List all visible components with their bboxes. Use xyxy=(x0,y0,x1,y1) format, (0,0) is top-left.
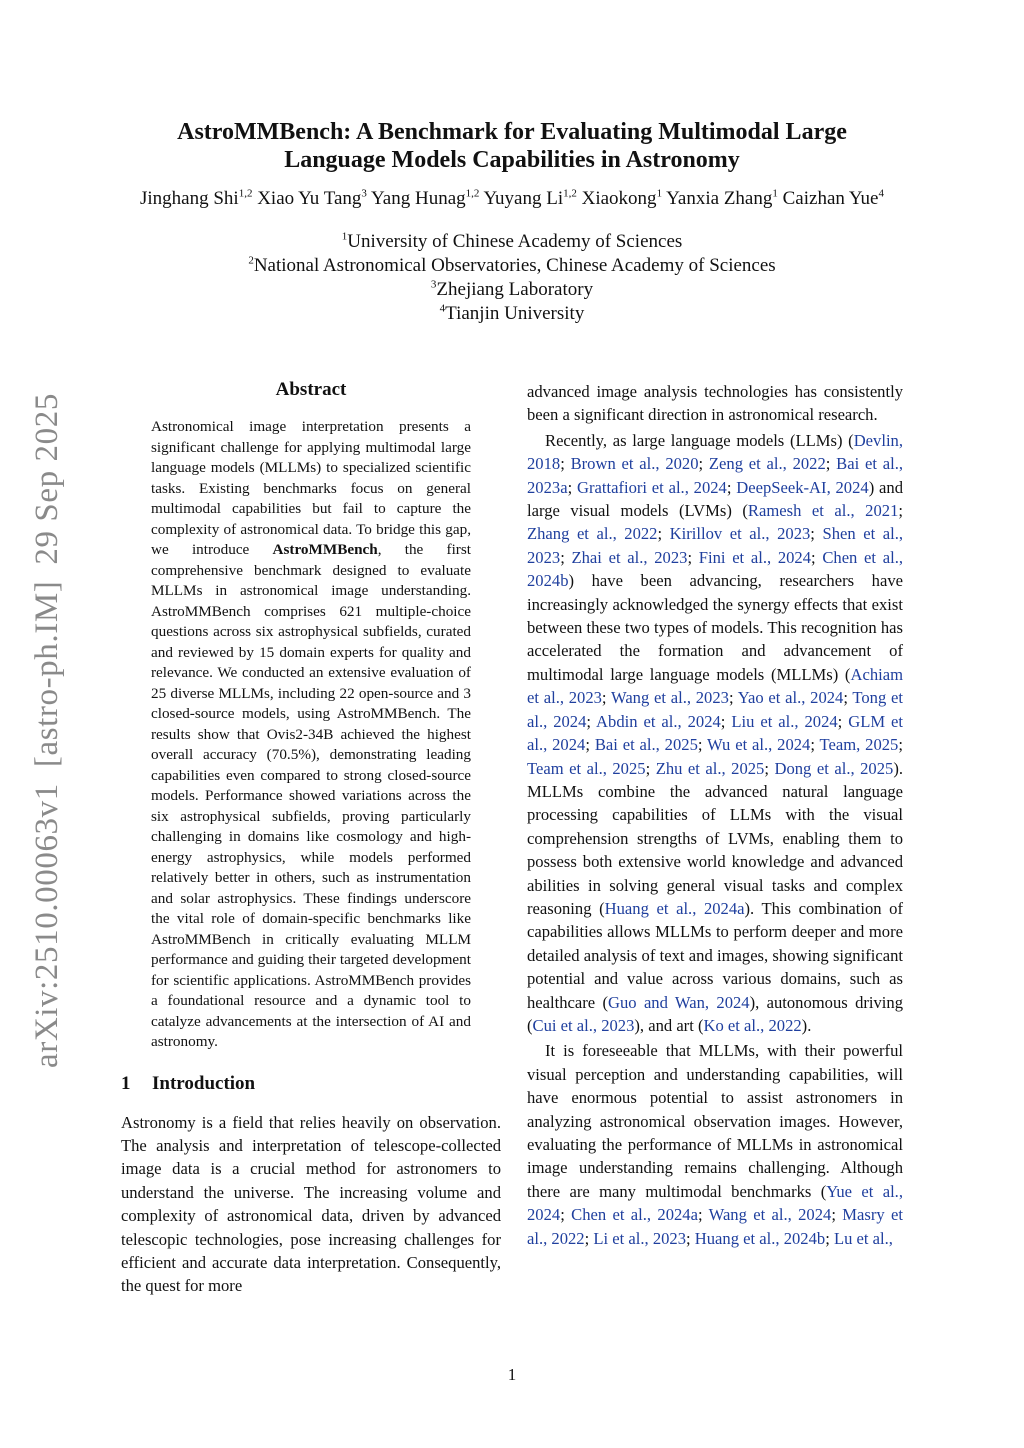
author: Yang Hunag$^{1,2}$ xyxy=(370,187,480,209)
citation-link[interactable]: Yao et al., 2024 xyxy=(737,688,844,708)
abstract-text: Astronomical image interpretation presents a significant challenge for applying multimodal large language models (MLLMs) to specialized scientific tasks. Existing benchmarks focus on general multimodal capabilities but fail to capture the complexity of astronomical data. To bridge this gap, we introduce AstroMMBench, the first comprehensive benchmark designed to evaluate MLLMs in astronomical image understanding. AstroMMBench comprises 621 multiple-choice questions across six astrophysical subfields, curated and reviewed by 15 domain experts for quality and relevance. We conducted an extensive evaluation of 25 diverse MLLMs, including 22 open-source and 3 closed-source models, using AstroMMBench. The results show that Ovis2-34B achieved the highest overall accuracy (70.5%), demonstrating leading capabilities even compared to strong closed-source models. Performance showed variations across the six astrophysical subfields, proving particularly challenging in domains like cosmology and high-energy astrophysics, while models performed relatively better in others, such as instrumentation and solar astrophysics. These findings underscore the vital role of domain-specific benchmarks like AstroMMBench in critically evaluating MLLM performance and guiding their targeted development for scientific applications. AstroMMBench provides a foundational resource and a dynamic tool to catalyze advancements at the intersection of AI and astronomy. xyxy=(151,418,471,1050)
citation-link[interactable]: Zhu et al., 2025 xyxy=(655,758,765,778)
affiliation: $^2$National Astronomical Observatories, Chinese Academy of Sciences xyxy=(248,254,776,276)
citation-link[interactable]: Huang et al., 2024b xyxy=(694,1228,826,1248)
citation-link[interactable]: GLM et al., 2024 xyxy=(527,711,904,755)
citation-link[interactable]: Wang et al., 2023 xyxy=(610,688,729,708)
citation-link[interactable]: Tong et al., 2024 xyxy=(527,688,903,731)
citation-link[interactable]: Masry et al., 2022 xyxy=(527,1205,903,1248)
author: Xiaokong$^1$ xyxy=(581,187,663,209)
intro-paragraph-llm: Recently, as large language models (LLMs) (Devlin, 2018; Brown et al., 2020; Zeng et al., 2022; Bai et al., 2023a; Grattafiori et al., 2024; DeepSeek-AI, 2024) and large visual models (LVMs) (Ramesh et al., 2021; Zhang et al., 2022; Kirillov et al., 2023; Shen et al., 2023; Zhai et al., 2023; Fini et al., 2024; Chen et al., 2024b) have been advancing, researchers have increasingly acknowledged the synergy effects that exist between these two types of models. This recognition has accelerated the formation and advancement of multimodal large language models (MLLMs) (Achiam et al., 2023; Wang et al., 2023; Yao et al., 2024; Tong et al., 2024; Abdin et al., 2024; Liu et al., 2024; GLM et al., 2024; Bai et al., 2025; Wu et al., 2024; Team, 2025; Team et al., 2025; Zhu et al., 2025; Dong et al., 2025). MLLMs combine the advanced natural language processing capabilities of LLMs with the visual comprehension strengths of LVMs, enabling them to possess both extensive world knowledge and advanced abilities in solving general visual tasks and complex reasoning (Huang et al., 2024a). This combination of capabilities allows MLLMs to perform deeper and more detailed analysis of text and images, showing significant potential and value across various domains, such as healthcare (Guo and Wan, 2024), autonomous driving (Cui et al., 2023), and art (Ko et al., 2022). xyxy=(527,430,904,1035)
citation-link[interactable]: Grattafiori et al., 2024 xyxy=(576,477,727,497)
intro-paragraph-benchmarks: It is foreseeable that MLLMs, with their powerful visual perception and understanding capabilities, will have enormous potential to assist astronomers in analyzing astronomical observation images. However, evaluating the performance of MLLMs in astronomical image understanding remains challenging. Although there are many multimodal benchmarks (Yue et al., 2024; Chen et al., 2024a; Wang et al., 2024; Masry et al., 2022; Li et al., 2023; Huang et al., 2024b; Lu et al., xyxy=(527,1041,903,1248)
citation-link[interactable]: Ko et al., 2022 xyxy=(703,1015,802,1035)
paper-header xyxy=(0,118,1024,326)
citation-link[interactable]: Wu et al., 2024 xyxy=(707,735,811,755)
arxiv-stamp xyxy=(22,378,72,1068)
citation-link[interactable]: Devlin, 2018 xyxy=(527,430,903,474)
affiliation: $^3$Zhejiang Laboratory xyxy=(430,278,594,300)
title-line-2: Language Models Capabilities in Astronomy xyxy=(284,147,740,173)
arxiv-category: [astro-ph.IM] xyxy=(29,580,65,768)
affiliation: $^4$Tianjin University xyxy=(439,302,585,324)
citation-link[interactable]: Yue et al., 2024 xyxy=(527,1181,903,1225)
intro-paragraph-continued: advanced image analysis technologies has consistently been a significant direction in astronomical research. xyxy=(527,382,903,425)
abstract-heading: Abstract xyxy=(275,379,347,400)
author: Yuyang Li$^{1,2}$ xyxy=(483,187,577,209)
citation-link[interactable]: Chen et al., 2024b xyxy=(527,547,903,591)
title-line-1: AstroMMBench: A Benchmark for Evaluating Multimodal Large xyxy=(177,119,847,145)
citation-link[interactable]: Liu et al., 2024 xyxy=(731,711,838,731)
intro-paragraph: Astronomy is a field that relies heavily on observation. The analysis and interpretation of telescope-collected image data is a crucial method for astronomers to understand the universe. The increasing volume and complexity of astronomical data, driven by advanced telescopic technologies, pose increasing challenges for efficient and accurate data interpretation. Consequently, the quest for more xyxy=(121,1112,501,1296)
citation-link[interactable]: Brown et al., 2020 xyxy=(570,454,699,474)
citation-link[interactable]: DeepSeek-AI, 2024 xyxy=(736,477,869,497)
citation-link[interactable]: Achiam et al., 2023 xyxy=(527,664,903,708)
citation-link[interactable]: Zeng et al., 2022 xyxy=(708,454,826,474)
citation-link[interactable]: Ramesh et al., 2021 xyxy=(747,501,899,521)
section-heading: 1 Introduction xyxy=(121,1072,256,1094)
citation-link[interactable]: Bai et al., 2025 xyxy=(594,735,698,755)
right-column xyxy=(527,380,903,1250)
affiliation: $^1$University of Chinese Academy of Sciences xyxy=(341,230,683,252)
citation-link[interactable]: Li et al., 2023 xyxy=(593,1228,687,1248)
author: Jinghang Shi$^{1,2}$ xyxy=(140,187,253,209)
arxiv-date: 29 Sep 2025 xyxy=(29,393,65,565)
page-number: 1 xyxy=(507,1365,517,1384)
benchmark-name: AstroMMBench xyxy=(272,541,378,558)
author-list xyxy=(0,186,1024,212)
citation-link[interactable]: Kirillov et al., 2023 xyxy=(669,524,811,544)
paper-title xyxy=(0,118,1024,174)
citation-link[interactable]: Dong et al., 2025 xyxy=(774,758,894,778)
citation-link[interactable]: Zhai et al., 2023 xyxy=(571,547,688,567)
citation-link[interactable]: Zhang et al., 2022 xyxy=(527,524,658,544)
citation-link[interactable]: Team, 2025 xyxy=(819,735,899,755)
citation-link[interactable]: Wang et al., 2024 xyxy=(708,1205,832,1225)
citation-link[interactable]: Bai et al., 2023a xyxy=(527,454,903,497)
author: Yanxia Zhang$^1$ xyxy=(666,187,778,209)
citation-link[interactable]: Huang et al., 2024a xyxy=(604,898,745,918)
citation-link[interactable]: Team et al., 2025 xyxy=(527,758,646,778)
citation-link[interactable]: Chen et al., 2024a xyxy=(571,1205,698,1225)
citation-link[interactable]: Lu et al., xyxy=(833,1228,893,1248)
left-column xyxy=(121,377,501,1298)
citation-link[interactable]: Fini et al., 2024 xyxy=(698,547,812,567)
citation-link[interactable]: Abdin et al., 2024 xyxy=(596,711,721,731)
citation-link[interactable]: Shen et al., 2023 xyxy=(527,524,904,567)
citation-link[interactable]: Cui et al., 2023 xyxy=(532,1015,635,1035)
author: Caizhan Yue$^4$ xyxy=(782,187,884,209)
citation-link[interactable]: Guo and Wan, 2024 xyxy=(608,992,750,1012)
arxiv-id: arXiv:2510.00063v1 xyxy=(29,783,65,1068)
author: Xiao Yu Tang$^3$ xyxy=(257,187,367,209)
